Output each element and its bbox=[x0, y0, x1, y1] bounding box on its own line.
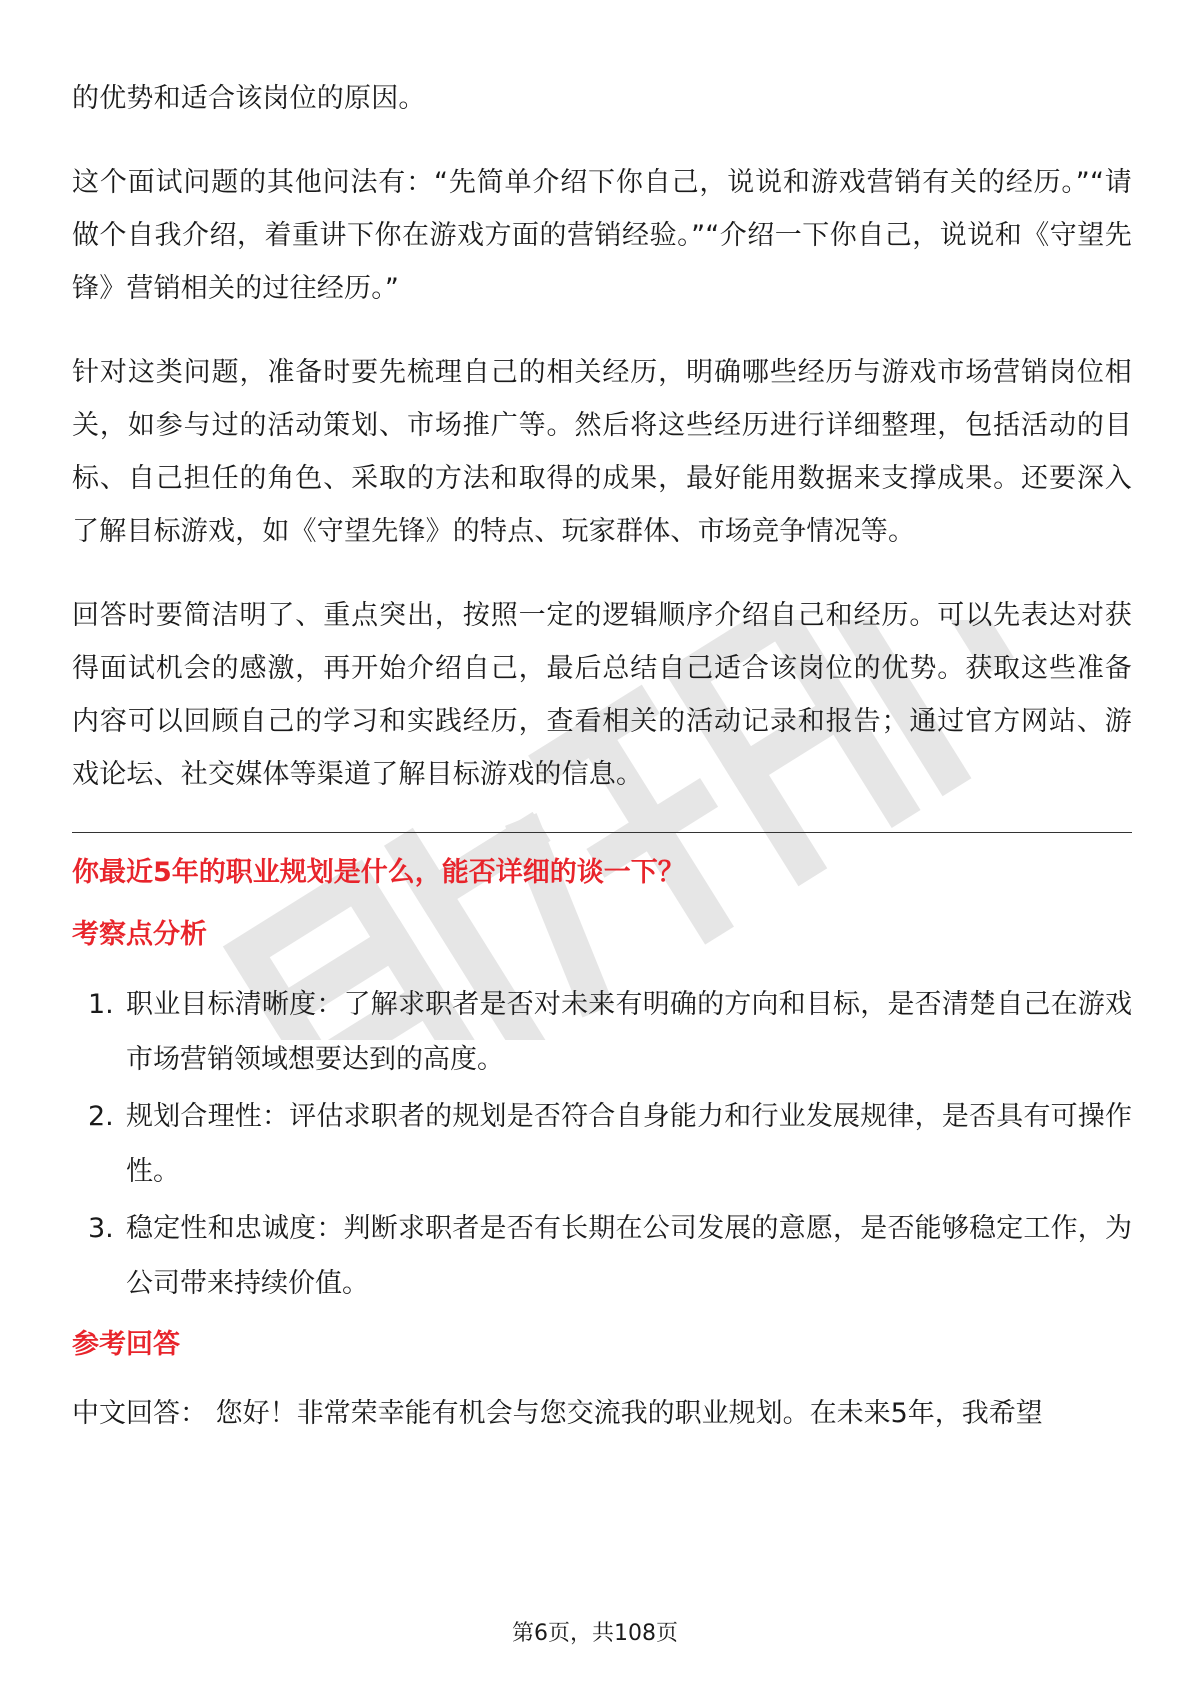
list-item-number: 1. bbox=[88, 989, 114, 1020]
paragraph-alternative-questions: 这个面试问题的其他问法有：“先简单介绍下你自己，说说和游戏营销有关的经历。”“请做个自我介绍，着重讲下你在游戏方面的营销经验。”“介绍一下你自己，说说和《守望先锋》营销相关的过往经历。” bbox=[72, 167, 1132, 304]
list-item-text: 规划合理性：评估求职者的规划是否符合自身能力和行业发展规律，是否具有可操作性。 bbox=[126, 1101, 1132, 1187]
page-number-footer: 第6页，共108页 bbox=[512, 1621, 678, 1646]
paragraph-preparation: 针对这类问题，准备时要先梳理自己的相关经历，明确哪些经历与游戏市场营销岗位相关，如参与过的活动策划、市场推广等。然后将这些经历进行详细整理，包括活动的目标、自己担任的角色、采取的方法和取得的成果，最好能用数据来支撑成果。还要深入了解目标游戏，如《守望先锋》的特点、玩家群体、市场竞争情况等。 bbox=[72, 357, 1132, 547]
paragraph-answering-tips: 回答时要简洁明了、重点突出，按照一定的逻辑顺序介绍自己和经历。可以先表达对获得面试机会的感激，再开始介绍自己，最后总结自己适合该岗位的优势。获取这些准备内容可以回顾自己的学习和实践经历，查看相关的活动记录和报告；通过官方网站、游戏论坛、社交媒体等渠道了解目标游戏的信息。 bbox=[72, 600, 1132, 790]
question-title: 你最近5年的职业规划是什么，能否详细的谈一下？ bbox=[72, 857, 685, 888]
paragraph-continuation: 的优势和适合该岗位的原因。 bbox=[72, 83, 426, 114]
list-item-number: 3. bbox=[88, 1213, 114, 1244]
answer-heading: 参考回答 bbox=[72, 1329, 180, 1360]
page-content bbox=[72, 72, 1132, 1440]
list-item bbox=[72, 1201, 1132, 1311]
list-item bbox=[72, 977, 1132, 1087]
list-item-number: 2. bbox=[88, 1101, 114, 1132]
analysis-heading: 考察点分析 bbox=[72, 919, 207, 950]
list-item bbox=[72, 1089, 1132, 1199]
list-item-text: 职业目标清晰度：了解求职者是否对未来有明确的方向和目标，是否清楚自己在游戏市场营销领域想要达到的高度。 bbox=[126, 989, 1132, 1075]
answer-text: 中文回答： 您好！非常荣幸能有机会与您交流我的职业规划。在未来5年，我希望 bbox=[72, 1398, 1043, 1429]
section-divider bbox=[72, 832, 1132, 833]
analysis-points-list bbox=[72, 977, 1132, 1311]
list-item-text: 稳定性和忠诚度：判断求职者是否有长期在公司发展的意愿，是否能够稳定工作，为公司带来持续价值。 bbox=[126, 1213, 1132, 1299]
